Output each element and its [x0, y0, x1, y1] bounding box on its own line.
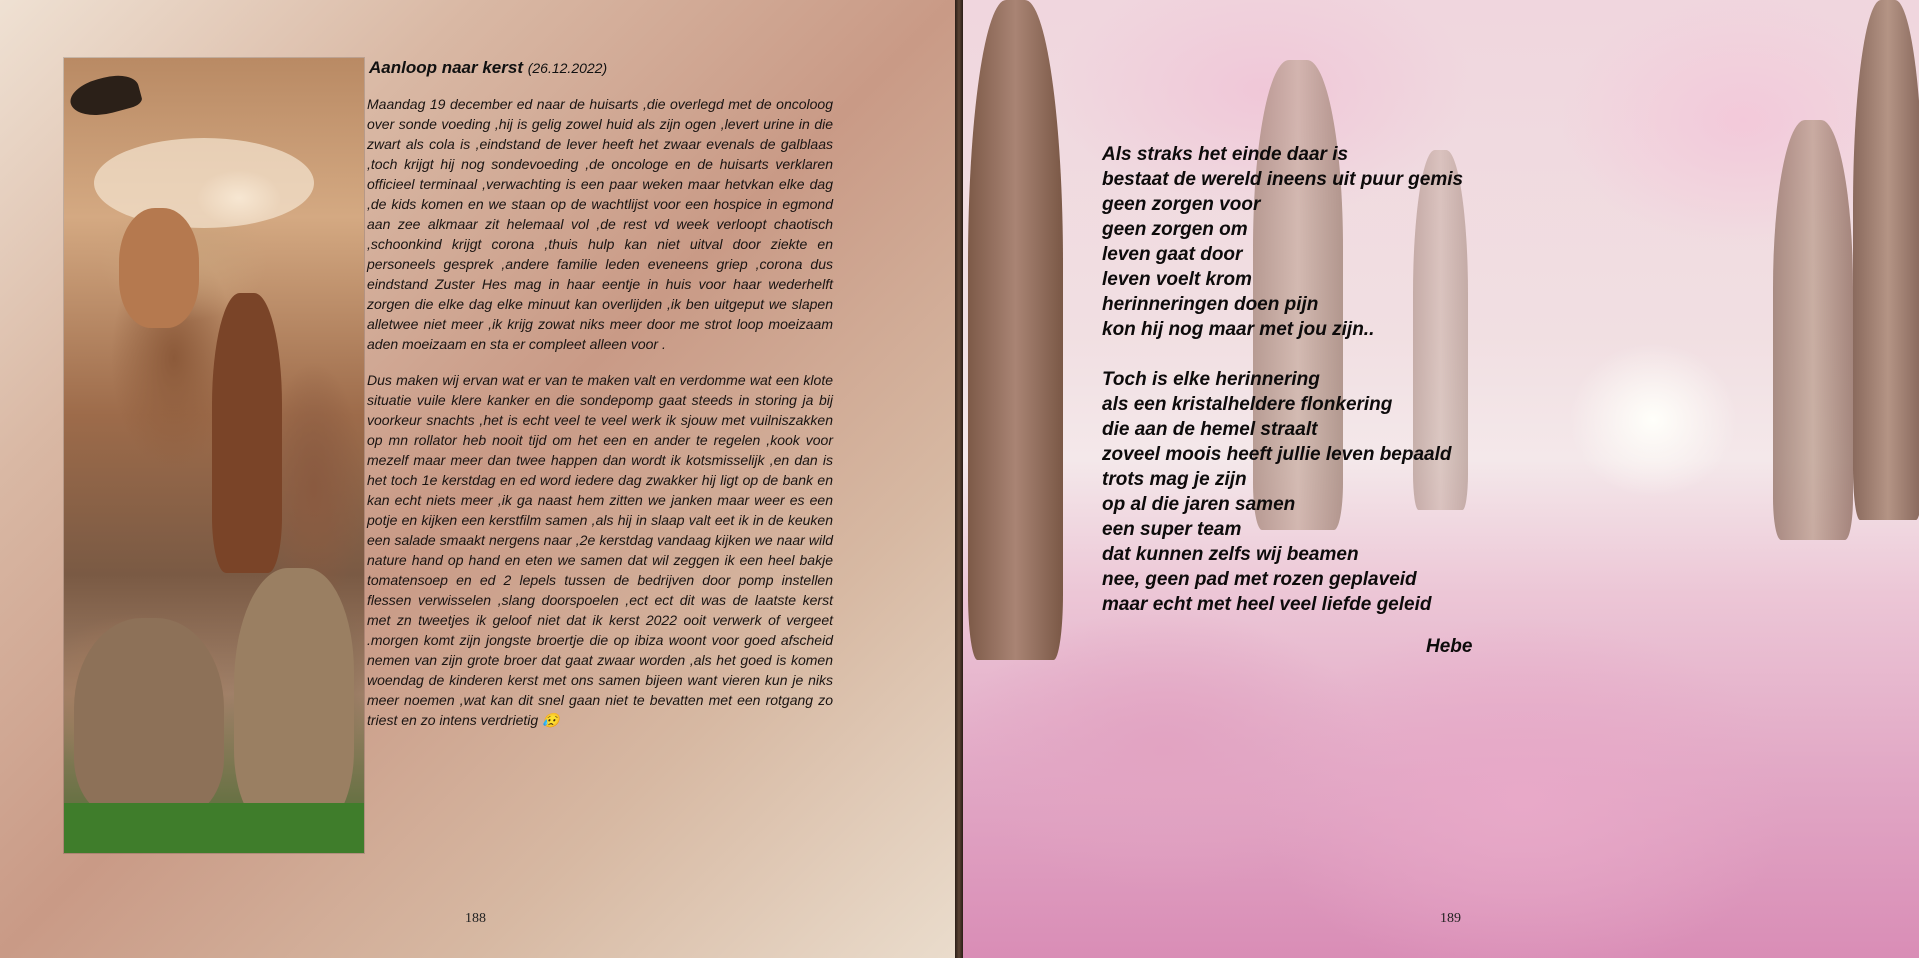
poem-line: op al die jaren samen [1102, 494, 1296, 515]
poem [1102, 142, 1572, 617]
grass-ground [64, 803, 364, 853]
poem-line: zoveel moois heeft jullie leven bepaald [1102, 444, 1452, 465]
article-date: (26.12.2022) [527, 60, 608, 76]
poem-line: kon hij nog maar met jou zijn.. [1102, 319, 1375, 340]
stanza-break [1102, 342, 1572, 367]
book-gutter [955, 0, 963, 958]
poem-line: nee, geen pad met rozen geplaveid [1102, 569, 1417, 590]
tree-trunk [968, 0, 1063, 660]
wolf-left [74, 618, 224, 818]
article-paragraph-1: Maandag 19 december ed naar de huisarts ,die overlegd met de oncoloog over sonde voeding ,hij is gelig zowel huid als zijn ogen ,levert urine in die zwart als cola is ,eindstand de lever heeft het zwaar evenals de galblaas ,toch krijgt hij nog sondevoeding ,de oncologe en de huisarts verklaren officieel terminaal ,verwachting is een paar weken maar hetvkan elke dag ,de kids komen en we staan op de wachtlijst voor een hospice in egmond aan zee alkmaar zit helemaal vol ,de rest vd week verloopt chaotisch ,schoonkind krijgt corona ,thuis hulp kan niet uitval door ziekte en personeels gesprek ,andere familie leden eveneens griep ,corona dus eindstand Zuster Hes mag in haar eentje in huis voor haar wederhelft zorgen die elke dag elke minuut kan overlijden ,ik ben uitgeput we slapen alletwee niet meer ,ik krijg zowat niks meer door me strot loop moeizaam aden moeizaam en sta er compleet alleen voor . [367, 96, 833, 352]
left-page [0, 0, 955, 958]
article [367, 58, 833, 746]
tree-trunk [1853, 0, 1919, 520]
wolf-right [234, 568, 354, 828]
native-american-wolves-photo [64, 58, 364, 853]
article-title [369, 58, 833, 78]
poem-line: als een kristalheldere flonkering [1102, 394, 1393, 415]
page-number-right: 189 [1440, 911, 1461, 926]
warrior-figure [212, 293, 282, 573]
poem-line: leven gaat door [1102, 244, 1243, 265]
poem-line: Toch is elke herinnering [1102, 369, 1320, 390]
poem-author: Hebe [1426, 636, 1473, 657]
poem-line: geen zorgen om [1102, 219, 1248, 240]
page-number-left: 188 [465, 911, 486, 926]
poem-line: maar echt met heel veel liefde geleid [1102, 594, 1432, 615]
eagle-silhouette [67, 70, 144, 123]
article-paragraph-2: Dus maken wij ervan wat er van te maken valt en verdomme wat een klote situatie vuile klere kanker en die sondepomp gaat steeds in storing ja bij voorkeur snachts ,het is echt veel te veel werk ik sjouw met vuilniszakken op mn rollator heb nooit tijd om het een en ander te regelen ,kook voor mezelf maar meer dan twee happen dan wordt ik kotsmisselijk ,en dan is het toch 1e kerstdag en ed word iedere dag zwakker hij ligt op de bank en kan echt niets meer ,ik ga naast hem zitten we janken maar weer es een potje en kijken een kerstfilm samen ,als hij in slaap valt eet ik in de keuken een salade smaakt nergens naar ,2e kerstdag vandaag kijken we naar wild nature hand op hand en eten we samen dat wil zeggen ik een heel bakje tomatensoep en ed 2 lepels tussen de bedrijven door pomp instellen flessen verwisselen ,slang doorspoelen ,ect ect dit was de laatste kerst met zn tweetjes ik geloof niet dat ik kerst 2022 ooit verwerk of vergeet .morgen komt zijn jongste broertje die op ibiza woont voor goed afscheid nemen van zijn grote broer dat gaat zwaar worden ,als het goed is komen woendag de kinderen kerst met ons samen bijeen want vieren kun je niks meer noemen ,wat kan dit snel gaan niet te bevatten met een rotgang zo triest en zo intens verdrietig 😥 [367, 372, 833, 728]
poem-line: die aan de hemel straalt [1102, 419, 1318, 440]
poem-line: een super team [1102, 519, 1242, 540]
poem-line: bestaat de wereld ineens uit puur gemis [1102, 169, 1464, 190]
feather-headdress [94, 138, 314, 228]
poem-line: leven voelt krom [1102, 269, 1252, 290]
article-title-text: Aanloop naar kerst [369, 58, 523, 77]
tree-trunk [1773, 120, 1853, 540]
poem-line: dat kunnen zelfs wij beamen [1102, 544, 1359, 565]
right-page [963, 0, 1919, 958]
poem-line: herinneringen doen pijn [1102, 294, 1319, 315]
poem-line: geen zorgen voor [1102, 194, 1261, 215]
chief-portrait [119, 208, 199, 328]
poem-line: Als straks het einde daar is [1102, 144, 1349, 165]
poem-line: trots mag je zijn [1102, 469, 1247, 490]
